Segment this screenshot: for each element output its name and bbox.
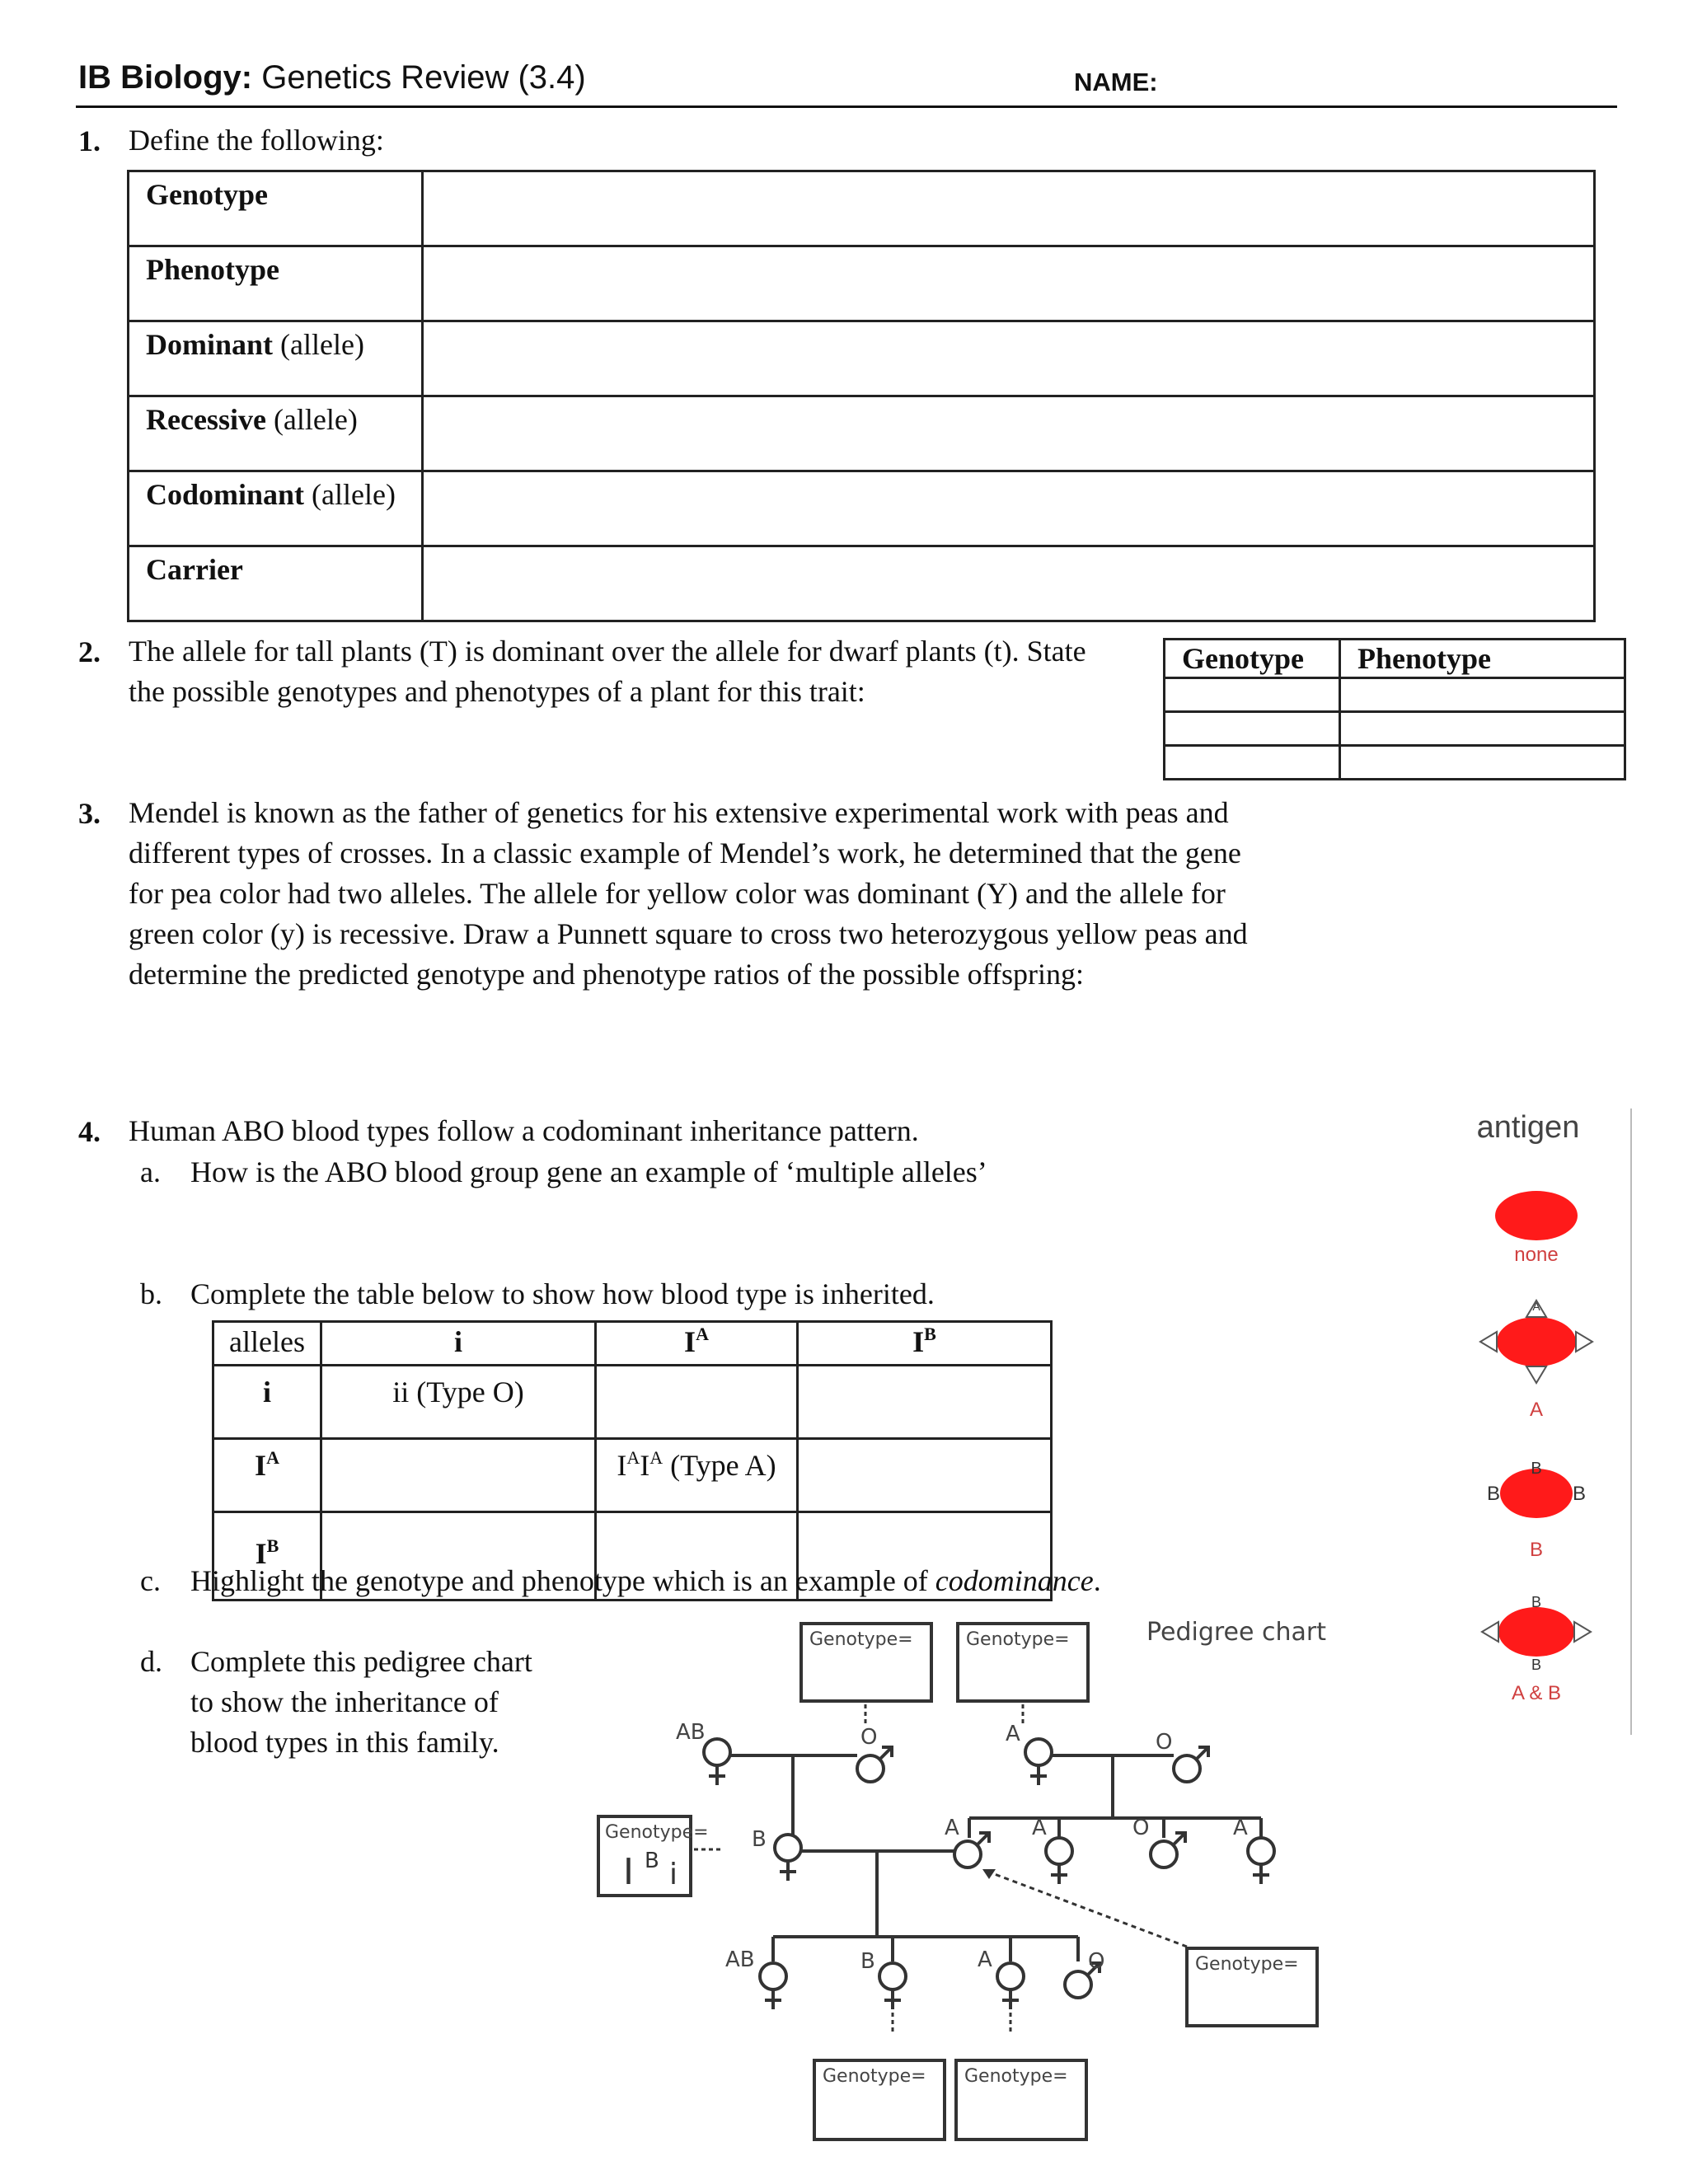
antigen-a-marker (1526, 1366, 1546, 1383)
genotype-box-label: Genotype= (605, 1822, 709, 1843)
pedigree-chart (577, 1599, 1434, 2176)
antigen-label-a: A (1529, 1399, 1544, 1421)
q3-paragraph (129, 793, 1248, 995)
male-symbol-icon (1174, 1747, 1208, 1782)
antigen-ab-cell (1482, 1594, 1591, 1673)
table-row (1165, 746, 1625, 780)
pedigree-label: AB (725, 1947, 755, 1972)
pedigree-label: A (1006, 1722, 1020, 1746)
genotype-box-label: Genotype= (964, 2066, 1068, 2087)
female-symbol-icon (760, 1963, 786, 2009)
pedigree-label: AB (676, 1720, 706, 1745)
definition-row (129, 171, 1595, 246)
antigen-a-cell (1480, 1300, 1592, 1383)
genotype-header: Genotype (1165, 640, 1340, 678)
antigen-title: antigen (1476, 1110, 1580, 1145)
q4a-text: How is the ABO blood group gene an example of ‘multiple alleles’ (190, 1155, 987, 1188)
q4b-letter: b. (140, 1277, 162, 1310)
genotype-box-label: Genotype= (1195, 1954, 1299, 1975)
phenotype-field[interactable] (1340, 746, 1625, 780)
term-label: Codominant (146, 478, 305, 511)
genotype-box-label: Genotype= (823, 2066, 926, 2087)
table-row (213, 1366, 1052, 1439)
definition-field[interactable] (423, 246, 1595, 321)
cell-answer[interactable] (798, 1439, 1052, 1512)
antigen-figure (1451, 1104, 1640, 1739)
q4d-line: to show the inheritance of (190, 1685, 499, 1718)
genotype-box[interactable] (956, 2060, 1086, 2139)
q4c-prompt: Highlight the genotype and phenotype which is an example of (190, 1564, 928, 1597)
worksheet-title (78, 59, 586, 96)
antigen-a-letter: A (1532, 1300, 1540, 1313)
female-symbol-icon (704, 1739, 730, 1785)
antigen-a-marker (1576, 1332, 1592, 1352)
genotype-box[interactable] (1187, 1948, 1317, 2026)
term-label: Carrier (146, 553, 243, 586)
handwritten-genotype: i (669, 1858, 678, 1891)
pedigree-label: O (1132, 1816, 1150, 1840)
q1-prompt: Define the following: (129, 124, 384, 157)
term-cell (129, 321, 423, 396)
q4a-letter: a. (140, 1155, 161, 1188)
female-symbol-icon (775, 1835, 801, 1881)
q4c-letter: c. (140, 1564, 161, 1597)
alleles-corner-cell: alleles (213, 1322, 321, 1366)
phenotype-header: Phenotype (1340, 640, 1625, 678)
q4-number: 4. (78, 1115, 101, 1148)
male-symbol-icon (954, 1833, 989, 1868)
cell-ii: ii (Type O) (321, 1366, 596, 1439)
term-qualifier: (allele) (280, 328, 364, 361)
antigen-label-ab: A & B (1511, 1682, 1562, 1704)
genotype-field[interactable] (1165, 746, 1340, 780)
table-row (1165, 678, 1625, 712)
definition-field[interactable] (423, 471, 1595, 546)
q4b-text: Complete the table below to show how blood type is inherited. (190, 1277, 935, 1310)
female-symbol-icon (1248, 1838, 1274, 1884)
definition-field[interactable] (423, 396, 1595, 471)
genotype-box[interactable] (958, 1624, 1088, 1701)
pedigree-label: O (860, 1725, 878, 1750)
cell-answer[interactable] (321, 1439, 596, 1512)
genotype-phenotype-table (1163, 638, 1626, 780)
pedigree-label: B (860, 1949, 875, 1974)
pedigree-label: A (1032, 1816, 1047, 1840)
row-header-IA: $I^A$ (213, 1439, 321, 1512)
term-cell (129, 246, 423, 321)
pedigree-label: A (1233, 1816, 1248, 1840)
genotype-box-label: Genotype= (966, 1629, 1070, 1650)
term-cell (129, 171, 423, 246)
pedigree-label: O (1088, 1949, 1105, 1974)
cell-answer[interactable] (596, 1366, 798, 1439)
female-symbol-icon (1025, 1739, 1052, 1785)
female-symbol-icon (1046, 1838, 1072, 1884)
handwritten-genotype: B (645, 1849, 659, 1873)
term-cell (129, 396, 423, 471)
antigen-label-b: B (1529, 1539, 1544, 1561)
genotype-box-filled[interactable] (598, 1816, 709, 1896)
course-name: IB Biology: (78, 59, 253, 96)
red-cell-icon (1495, 1191, 1578, 1240)
q4d-text (190, 1642, 532, 1763)
q3-line: different types of crosses. In a classic example of Mendel’s work, he determined that the gene (129, 837, 1241, 869)
antigen-b-marker: B (1531, 1594, 1542, 1610)
cell-IAIA: $I^AI^A$ (Type A) (596, 1439, 798, 1512)
definition-row (129, 246, 1595, 321)
term-label: Phenotype (146, 253, 279, 286)
q1-number: 1. (78, 124, 101, 157)
genotype-field[interactable] (1165, 678, 1340, 712)
pedigree-label: O (1156, 1730, 1173, 1755)
q4-intro: Human ABO blood types follow a codominant inheritance pattern. (129, 1114, 919, 1147)
definition-field[interactable] (423, 546, 1595, 621)
female-symbol-icon (879, 1963, 906, 2009)
definition-row (129, 321, 1595, 396)
term-cell (129, 546, 423, 621)
q4c-emphasis: codominance (935, 1564, 1094, 1597)
definition-field[interactable] (423, 321, 1595, 396)
table-row (213, 1439, 1052, 1512)
table-header-row (213, 1322, 1052, 1366)
arrow-head-icon (982, 1869, 996, 1879)
genotype-box-label: Genotype= (809, 1629, 913, 1650)
table-row (1165, 712, 1625, 746)
q4c-text: Highlight the genotype and phenotype which is an example of codominance. (190, 1564, 1101, 1597)
phenotype-field[interactable] (1340, 678, 1625, 712)
q2-line-2: the possible genotypes and phenotypes of a plant for this trait: (129, 675, 865, 708)
antigen-label-none: none (1514, 1244, 1559, 1266)
q3-line: green color (y) is recessive. Draw a Punnett square to cross two heterozygous yellow peas and (129, 917, 1248, 950)
antigen-a-marker (1480, 1332, 1497, 1352)
term-label: Recessive (146, 403, 266, 436)
col-header-i: i (321, 1322, 596, 1366)
male-symbol-icon (1151, 1833, 1185, 1868)
q4d-line: Complete this pedigree chart (190, 1645, 532, 1678)
term-qualifier: (allele) (273, 403, 358, 436)
q3-line: determine the predicted genotype and phenotype ratios of the possible offspring: (129, 958, 1085, 991)
antigen-b-marker: B (1486, 1483, 1501, 1505)
term-qualifier: (allele) (312, 478, 396, 511)
definitions-table (127, 170, 1596, 622)
table-header-row (1165, 640, 1625, 678)
male-symbol-icon (857, 1747, 892, 1782)
definition-row (129, 396, 1595, 471)
antigen-b-marker: B (1572, 1483, 1587, 1505)
term-label: Dominant (146, 328, 274, 361)
genotype-box[interactable] (801, 1624, 931, 1701)
handwritten-genotype: I (623, 1851, 634, 1893)
pedigree-label: A (978, 1947, 992, 1972)
q2-number: 2. (78, 635, 101, 668)
q2-line-1: The allele for tall plants (T) is dominant over the allele for dwarf plants (t). State (129, 635, 1086, 668)
q4d-line: blood types in this family. (190, 1726, 499, 1759)
phenotype-field[interactable] (1340, 712, 1625, 746)
pedigree-label: B (752, 1827, 767, 1852)
antigen-b-marker: B (1531, 1657, 1542, 1673)
blood-type-table (212, 1320, 1053, 1601)
antigen-b-marker: B (1531, 1460, 1542, 1478)
col-header-IA: $I^A$ (596, 1322, 798, 1366)
red-cell-icon (1497, 1317, 1576, 1366)
col-header-IB: $I^B$ (798, 1322, 1052, 1366)
q3-number: 3. (78, 797, 101, 830)
worksheet-subtitle: Genetics Review (3.4) (261, 59, 586, 96)
definition-field[interactable] (423, 171, 1595, 246)
q4d-letter: d. (140, 1645, 162, 1678)
genotype-field[interactable] (1165, 712, 1340, 746)
q3-line: for pea color had two alleles. The allele for yellow color was dominant (Y) and the allele for (129, 877, 1226, 910)
row-header-IB: $I^B$ (213, 1512, 321, 1601)
term-cell (129, 471, 423, 546)
pedigree-title: Pedigree chart (1146, 1618, 1327, 1647)
antigen-b-cell (1487, 1460, 1586, 1518)
definition-row (129, 471, 1595, 546)
term-label: Genotype (146, 178, 268, 211)
antigen-a-marker (1482, 1622, 1498, 1642)
pedigree-label: A (945, 1816, 959, 1840)
red-cell-icon (1498, 1607, 1574, 1657)
genotype-box[interactable] (814, 2060, 945, 2139)
name-label: NAME: (1074, 68, 1158, 96)
definition-row (129, 546, 1595, 621)
q3-line: Mendel is known as the father of genetics for his extensive experimental work with peas and (129, 796, 1229, 829)
antigen-a-marker (1574, 1622, 1591, 1642)
cell-answer[interactable] (798, 1366, 1052, 1439)
header-rule (76, 105, 1617, 108)
female-symbol-icon (997, 1963, 1024, 2009)
row-header-i: i (213, 1366, 321, 1439)
